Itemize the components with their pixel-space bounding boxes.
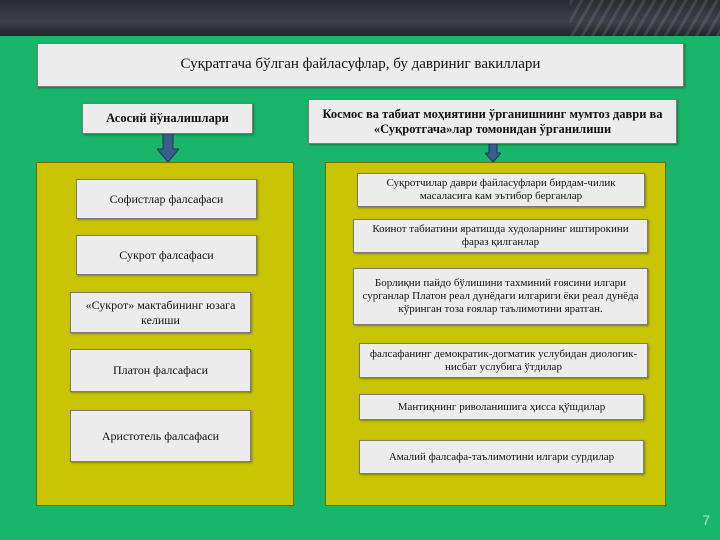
right-item-3: Борлиқни пайдо бўлишини тахминий ғоясини илгари сурганлар Платон реал дунёдаги илгариги ёки реал дунёда кўринган тоза ғоялар таълимотини яратган.: [353, 268, 648, 325]
right-item-4: фалсафанинг демократик-догматик услубидан диологик-нисбат услубига ўтдилар: [359, 343, 648, 378]
right-item-6: Амалий фалсафа-таълимотини илгари сурдилар: [359, 440, 644, 474]
down-arrow-icon-left: [157, 134, 179, 162]
right-item-2: Коинот табиатини яратишда худоларнинг иштирокини фараз қилганлар: [353, 219, 648, 253]
left-item-sophists: Софистлар фалсафаси: [76, 179, 257, 219]
left-item-aristotle: Аристотель фалсафаси: [70, 410, 251, 462]
right-item-1: Суқротчилар даври файласуфлари бирдам-чилик масаласига кам эътибор берганлар: [357, 173, 645, 207]
top-bar: [0, 0, 720, 36]
top-bar-stripes: [570, 0, 720, 36]
left-item-socrates: Сукрот фалсафаси: [76, 235, 257, 275]
left-item-plato: Платон фалсафаси: [70, 349, 251, 392]
left-header: Асосий йўналишлари: [82, 103, 253, 134]
slide-title: Суқратгача бўлган файласуфлар, бу давриниг вакиллари: [37, 43, 684, 87]
right-header: Космос ва табиат моҳиятини ўрганишнинг мумтоз даври ва «Суқротгача»лар томонидан ўрганилиши: [308, 99, 677, 144]
left-item-socratic-school: «Сукрот» мактабининг юзага келиши: [70, 292, 251, 333]
right-item-5: Мантиқнинг риволанишига ҳисса қўшдилар: [359, 394, 644, 420]
down-arrow-icon-right: [485, 144, 501, 162]
page-number: 7: [702, 512, 710, 528]
